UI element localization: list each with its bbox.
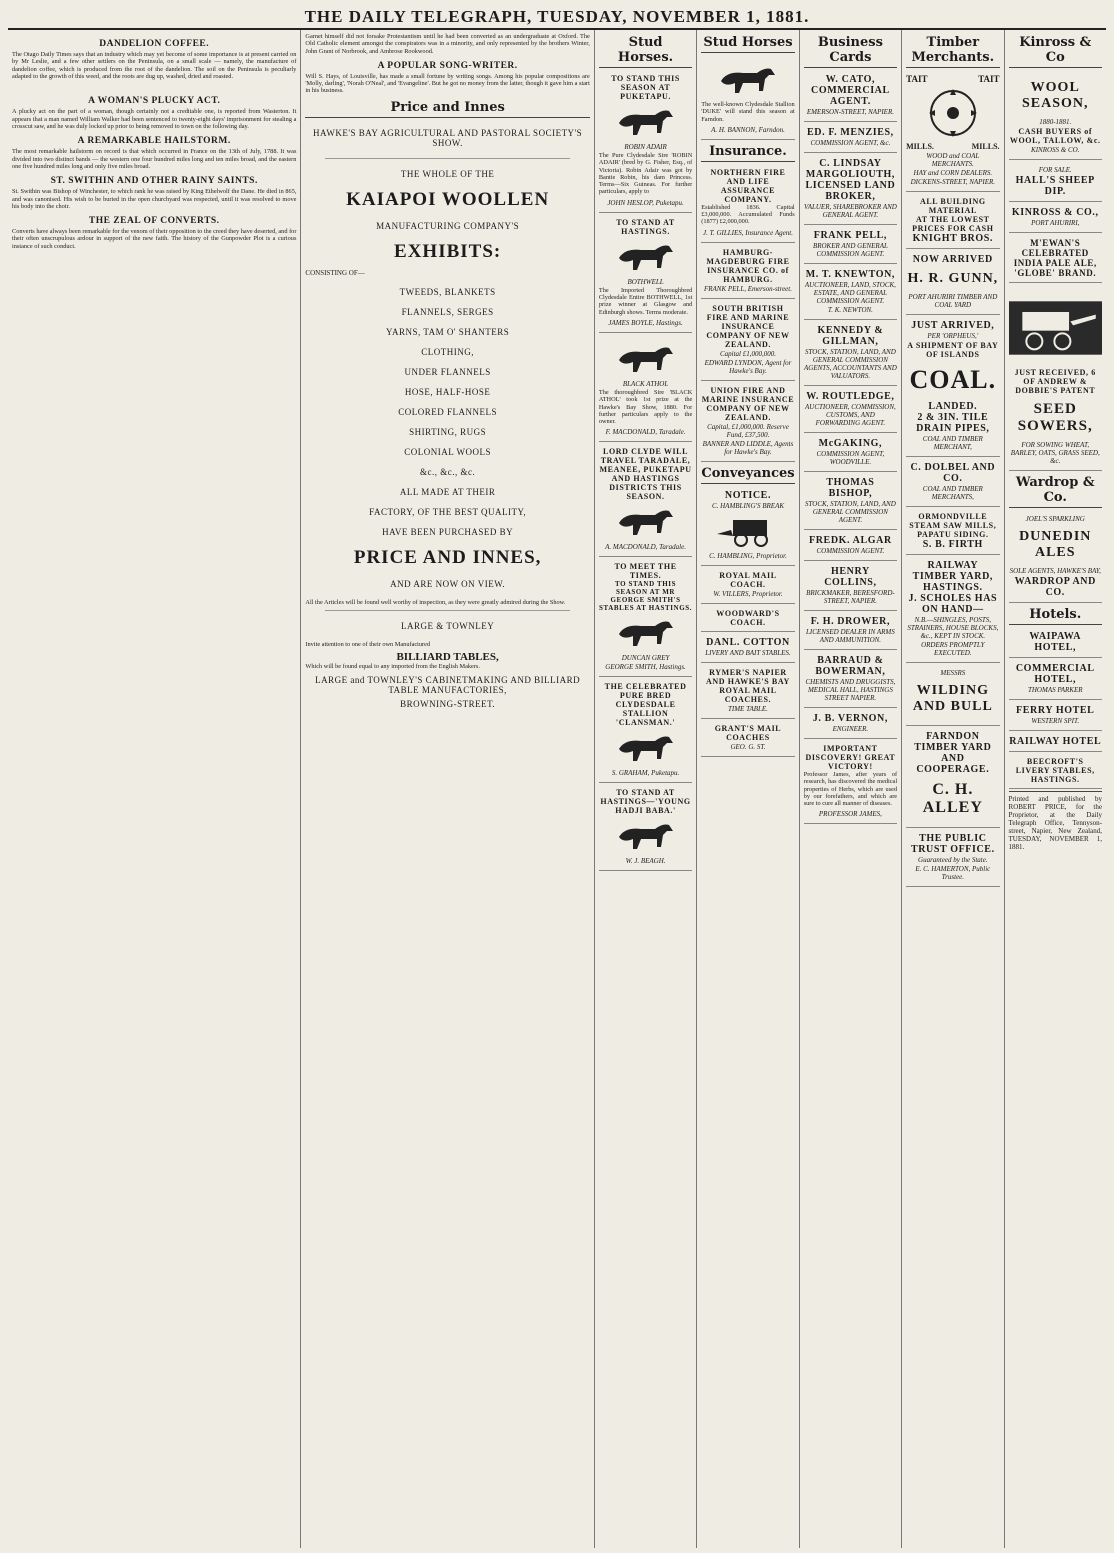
exhibit-item: &c., &c., &c. [420, 466, 476, 477]
timber-ad [906, 317, 999, 457]
merchant-ad [1009, 235, 1102, 283]
mills-left: MILLS. [906, 142, 934, 151]
ad-headline: TO STAND AT HASTINGS—'YOUNG HADJI BABA.' [600, 788, 691, 816]
ad-line: CASH BUYERS of WOOL, TALLOW, &c. [1009, 127, 1101, 145]
ad-headline: H. R. GUNN, [907, 271, 999, 286]
ad-line: AT THE LOWEST PRICES FOR CASH [912, 215, 994, 233]
ad-text: Established 1836. Capital £3,000,000. Accumulated Funds (1877) £2,000,000. [701, 203, 795, 226]
ad-line: N.B.—SHINGLES, POSTS, STRAINERS, HOUSE BLOCKS, &c., KEPT IN STOCK. [907, 616, 999, 640]
ad-line: SOLE AGENTS, HAWKE'S BAY, [1009, 567, 1101, 575]
timber-ad [906, 557, 999, 663]
ad-line: Guaranteed by the State. [918, 856, 988, 864]
horse-icon [611, 103, 681, 141]
ad-line: A SHIPMENT OF BAY OF ISLANDS [907, 341, 999, 359]
ad-signature: A. MACDONALD, Taradale. [605, 543, 686, 552]
stud-ad [599, 679, 692, 783]
card-text: Professor James, after years of research, has discovered the medical properties of Herbs, which are used by our forefathers, and which are sure to cure all manner of diseases. [803, 771, 898, 808]
card-sub: AUCTIONEER, LAND, STOCK, ESTATE, AND GENERAL COMMISSION AGENT. [804, 281, 896, 305]
horse-icon [611, 729, 681, 767]
ad-headline: COMMERCIAL HOTEL, [1015, 663, 1095, 685]
ad-line: 1880-1881. [1039, 118, 1072, 126]
ad-line: ALL BUILDING MATERIAL [919, 197, 986, 215]
ad-headline: GRANT'S MAIL COACHES [714, 723, 782, 742]
tait-left: TAIT [906, 74, 928, 84]
ad-headline: HALL'S SHEEP DIP. [1015, 175, 1095, 197]
imprint: Printed and published by ROBERT PRICE, for the Proprietor, at the Daily Telegraph Office, Tennyson-street, Napier, New Zealand, TUESDAY, NOVEMBER 1, 1881. [1009, 791, 1102, 851]
business-card [804, 741, 897, 824]
merchant-ad [1009, 285, 1102, 471]
horse-icon [713, 61, 783, 99]
timber-ad [906, 728, 999, 828]
ad-headline: M'EWAN'S CELEBRATED INDIA PALE ALE, 'GLOBE' BRAND. [1013, 238, 1097, 278]
card-title: HENRY COLLINS, [824, 566, 877, 588]
business-card [804, 563, 897, 611]
ad-line: COAL AND TIMBER MERCHANTS, [922, 485, 983, 501]
divider [325, 610, 569, 611]
card-sub: LICENSED DEALER IN ARMS AND AMMUNITION. [806, 628, 895, 644]
card-title: FRANK PELL, [813, 230, 888, 241]
conveyance-ad [701, 721, 794, 757]
business-card [804, 652, 897, 708]
ad-headline: WOODWARD'S COACH. [716, 608, 780, 627]
tait-right: TAIT [978, 74, 1000, 84]
card-sub: COMMISSION AGENT, &c. [810, 139, 891, 147]
stud-ad [599, 71, 692, 213]
merchant-ad [1009, 162, 1102, 202]
timber-ad [906, 459, 999, 507]
section-header: Stud Horses [701, 33, 794, 53]
ad-headline: TO STAND AT HASTINGS. [616, 217, 675, 236]
ad-signature: J. T. GILLIES, Insurance Agent. [702, 228, 793, 237]
ad-line: C. HAMBLING'S BREAK [711, 501, 785, 510]
ad-headline: ROYAL MAIL COACH. [719, 570, 777, 589]
ad-headline: JUST ARRIVED, [911, 320, 995, 331]
ad-signature: GEORGE SMITH, Hastings. [605, 663, 686, 672]
ad-headline: UNION FIRE AND MARINE INSURANCE COMPANY OF NEW ZEALAND. [701, 385, 795, 422]
card-sub: AUCTIONEER, COMMISSION, CUSTOMS, AND FORWARDING AGENT. [804, 403, 896, 427]
ad-signature: JAMES BOYLE, Hastings. [608, 318, 683, 327]
ad-headline: TO MEET THE TIMES. [614, 562, 677, 581]
ad-headline: SOUTH BRITISH FIRE AND MARINE INSURANCE COMPANY OF NEW ZEALAND. [706, 303, 790, 349]
card-sub: COMMISSION AGENT, WOODVILLE. [816, 450, 885, 466]
ad-headline: KNIGHT BROS. [912, 233, 993, 244]
ad-headline: KAIAPOI WOOLLEN [346, 188, 550, 210]
business-card [804, 266, 897, 320]
business-card [804, 613, 897, 650]
card-title: ED. F. MENZIES, [807, 127, 894, 138]
ad-text: Which will be found equal to any imported from the English Makers. [305, 663, 480, 671]
conveyance-ad [701, 634, 794, 663]
merchant-ad [1009, 71, 1102, 160]
column-1 [8, 30, 301, 1548]
section-header: Hotels. [1009, 605, 1102, 625]
card-title: FREDK. ALGAR [809, 535, 892, 546]
ad-line: TIME TABLE. [728, 704, 768, 713]
ad-line: LARGE and TOWNLEY'S CABINETMAKING AND BILLIARD TABLE MANUFACTORIES, [315, 674, 581, 695]
hotel-ad [1009, 733, 1102, 752]
business-card [804, 474, 897, 530]
ad-headline: WOOL SEASON, [1021, 80, 1089, 111]
ad-line: FACTORY, OF THE BEST QUALITY, [369, 506, 527, 517]
ad-headline: NOTICE. [724, 489, 772, 501]
ad-line: THE WHOLE OF THE [400, 168, 495, 179]
card-title: C. LINDSAY MARGOLIOUTH, LICENSED LAND BROKER, [805, 158, 896, 202]
card-signature: PROFESSOR JAMES, [818, 810, 882, 819]
business-card [804, 124, 897, 153]
ad-line: COAL AND TIMBER MERCHANT, [922, 435, 983, 451]
ad-line: AND ARE NOW ON VIEW. [390, 578, 506, 589]
card-sub: COMMISSION AGENT. [816, 547, 885, 555]
section-header: Conveyances [701, 464, 794, 484]
ad-line: THOMAS PARKER [1027, 686, 1083, 694]
ad-line: FOR SALE. [1038, 166, 1072, 174]
horse-name: DUNCAN GREY [621, 654, 670, 663]
card-signature: T. K. NEWTON. [827, 306, 873, 314]
card-sub: STOCK, STATION, LAND, AND GENERAL COMMISSION AGENTS, ACCOUNTANTS AND VALUATORS. [804, 348, 897, 380]
hotel-ad [1009, 660, 1102, 700]
card-title: J. B. VERNON, [812, 713, 888, 724]
ad-headline: WAIPAWA HOTEL, [1029, 631, 1082, 653]
ad-headline: THE PUBLIC TRUST OFFICE. [910, 833, 995, 855]
article-title: DANDELION COFFEE. [99, 39, 210, 49]
conveyance-ad [701, 568, 794, 604]
ad-headline: LORD CLYDE WILL TRAVEL TARADALE, MEANEE, PUKETAPU AND HASTINGS DISTRICTS THIS SEASON. [599, 447, 692, 502]
hotel-ad [1009, 628, 1102, 658]
ad-line: PORT AHURIRI TIMBER AND COAL YARD [908, 293, 998, 309]
ad-line: FOR SOWING WHEAT, BARLEY, OATS, GRASS SEED, &c. [1010, 441, 1100, 465]
ad-line: WESTERN SPIT. [1031, 717, 1080, 725]
ad-line: MESSRS [940, 669, 966, 677]
ad-headline: TO STAND THIS SEASON AT PUKETAPU. [611, 74, 680, 101]
ad-signature: W. J. BEAGH. [625, 857, 666, 866]
insurance-ad [701, 245, 794, 299]
stud-ad [599, 559, 692, 677]
ad-line: Capital £1,000,000. [719, 349, 776, 358]
conveyance-ad [701, 665, 794, 719]
ad-text: All the Articles will be found well worthy of inspection, as they were greatly admired during the Show. [305, 598, 566, 606]
ad-signature: GEO. G. ST. [730, 742, 766, 751]
ad-line: Capital, £1,000,000. Reserve Fund, £37,500. [707, 422, 789, 439]
card-sub: BRICKMAKER, BERESFORD-STREET, NAPIER. [806, 589, 895, 605]
ad-headline: DANL. COTTON [706, 636, 790, 648]
card-title: F. H. DROWER, [810, 616, 891, 627]
ad-line: HAY and CORN DEALERS. [913, 169, 993, 177]
ad-text: The Imported Thoroughbred Clydesdale Entire BOTHWELL, 1st prize winner at Glasgow and Edinburgh shows. Terms moderate. [598, 286, 693, 316]
horse-icon [611, 614, 681, 652]
article-title: THE ZEAL OF CONVERTS. [88, 216, 220, 227]
ad-headline: PRICE AND INNES, [353, 546, 542, 568]
card-sub: BROKER AND GENERAL COMMISSION AGENT. [812, 242, 888, 258]
card-title: IMPORTANT DISCOVERY! GREAT VICTORY! [805, 744, 896, 771]
stud-ad [599, 444, 692, 557]
ad-headline: RAILWAY TIMBER YARD, HASTINGS. [912, 560, 993, 593]
stud-ad [599, 215, 692, 333]
hotel-ad [1009, 702, 1102, 731]
ad-signature: S. GRAHAM, Puketapu. [611, 769, 680, 778]
ad-headline: WARDROP AND CO. [1014, 576, 1096, 598]
ad-signature: BANNER AND LIDDLE, Agents for Hawke's Bay. [702, 439, 794, 456]
ad-headline: C. H. ALLEY [922, 781, 983, 816]
article-text: St. Swithin was Bishop of Winchester, to which rank he was raised by King Ethelwolf the Dane. He died in 865, and was canonised. His wish to be buried in the open churchyard was respected, until it was resolved to move his body into the choir. [12, 188, 297, 210]
ad-line: WOOD and COAL MERCHANTS. [926, 152, 980, 168]
exhibit-item: COLORED FLANNELS [398, 406, 498, 417]
column-7 [1005, 30, 1106, 1548]
mills-right: MILLS. [971, 142, 1000, 151]
ad-headline: DUNEDIN ALES [1019, 529, 1092, 560]
exhibit-item: FLANNELS, SERGES [401, 306, 494, 317]
article-text: Garnet himself did not forsake Protestantism until he had been converted as an undergraduate at Oxford. The Old Catholic element amongst the conspirators was in a minority, and only represented by the brothers Winter, John Grant of Norbrook, and Ambrose Rookwood. [305, 33, 590, 55]
horse-icon [611, 503, 681, 541]
ad-headline: THE CELEBRATED PURE BRED CLYDESDALE STALLION 'CLANSMAN.' [604, 682, 687, 728]
article-title: ST. SWITHIN AND OTHER RAINY SAINTS. [50, 176, 258, 187]
card-sub: EMERSON-STREET, NAPIER. [806, 108, 894, 116]
section-header: Wardrop & Co. [1009, 473, 1102, 508]
ad-signature: JOHN HESLOP, Puketapu. [607, 198, 684, 207]
business-card [804, 435, 897, 472]
merchant-ad [1009, 511, 1102, 603]
article-title: A POPULAR SONG-WRITER. [377, 60, 518, 71]
timber-ad [906, 71, 999, 192]
ad-signature: F. MACDONALD, Taradale. [605, 428, 686, 437]
ad-line: HAVE BEEN PURCHASED BY [382, 526, 514, 537]
conveyance-ad [701, 487, 794, 566]
exhibit-item: CLOTHING, [421, 346, 474, 357]
ad-headline: RAILWAY HOTEL [1009, 736, 1102, 747]
article-text: The most remarkable hailstorm on record is that which occurred in France on the 13th of July, 1788. It was divided into two distinct bands — the western one four hundred miles long and ten miles broad, and the eastern one five hundred miles long and only five miles broad. [12, 148, 297, 170]
section-header: Kinross & Co [1009, 33, 1102, 68]
business-card [804, 71, 897, 122]
ad-signature: KINROSS & CO. [1031, 146, 1080, 154]
ad-headline: NOW ARRIVED [912, 254, 993, 265]
section-header: Price and Innes [305, 98, 589, 118]
divider [325, 158, 569, 159]
card-sub: VALUER, SHAREBROKER AND GENERAL AGENT. [803, 203, 897, 219]
ad-signature: EDWARD LYNDON, Agent for Hawke's Bay. [704, 358, 792, 375]
ad-headline: KINROSS & CO., [1011, 207, 1099, 218]
insurance-ad [701, 301, 794, 381]
card-title: BARRAUD & BOWERMAN, [815, 655, 886, 677]
ad-headline: HAMBURG-MAGDEBURG FIRE INSURANCE CO. of HAMBURG. [706, 247, 790, 284]
ad-line: MANUFACTURING COMPANY'S [376, 220, 520, 231]
ad-headline: FERRY HOTEL [1016, 705, 1095, 716]
ad-headline: S. B. FIRTH [922, 539, 983, 550]
horse-icon [611, 340, 681, 378]
ad-text: Invite attention to one of their own Manufactured [305, 641, 431, 649]
insurance-ad [701, 165, 794, 243]
stud-ad [599, 785, 692, 871]
ad-text: The thoroughbred Sire 'BLACK ATHOL' took 1st prize at the Hawke's Bay Show, 1880. For further particulars apply to the owner. [598, 388, 693, 426]
article-title: A WOMAN'S PLUCKY ACT. [88, 96, 221, 107]
ad-headline: EXHIBITS: [394, 240, 502, 262]
card-title: KENNEDY & GILLMAN, [817, 325, 884, 347]
article-text: Converts have always been remarkable for the venom of their opposition to the creed they have deserted, and for their often unscrupulous ardour in support of the new faith. The history of the Gunpowder Plot is a curious instance of such conduct. [12, 228, 297, 250]
column-5 [800, 30, 902, 1548]
stud-ad [599, 335, 692, 442]
ad-headline: ORMONDVILLE STEAM SAW MILLS, PAPATU SIDING. [909, 512, 997, 539]
timber-ad [906, 509, 999, 555]
ad-headline: LANDED. [928, 401, 978, 412]
masthead: THE DAILY TELEGRAPH, TUESDAY, NOVEMBER 1, 1881. [8, 6, 1106, 30]
ad-signature: C. HAMBLING, Proprietor. [709, 551, 787, 560]
ad-headline: BILLIARD TABLES, [396, 651, 499, 664]
ad-headline: FARNDON TIMBER YARD AND COOPERAGE. [914, 731, 992, 775]
section-header: Insurance. [701, 142, 794, 162]
article-filler [12, 83, 296, 90]
horse-icon [611, 238, 681, 276]
card-sub: CHEMISTS AND DRUGGISTS, MEDICAL HALL, HASTINGS STREET NAPIER. [805, 678, 896, 702]
ad-headline: WILDING AND BULL [912, 683, 993, 714]
column-6 [902, 30, 1004, 1548]
business-card [804, 388, 897, 433]
exhibit-item: YARNS, TAM O' SHANTERS [386, 326, 510, 337]
stud-ad [701, 56, 794, 140]
ad-line: PER 'ORPHEUS,' [927, 332, 979, 340]
ad-line: JOEL'S SPARKLING [1025, 515, 1085, 523]
hotel-ad [1009, 754, 1102, 789]
business-card [804, 322, 897, 386]
ad-headline: BEECROFT'S LIVERY STABLES, HASTINGS. [1015, 757, 1095, 784]
horse-name: BOTHWELL [627, 277, 664, 286]
section-header: Stud Horses. [599, 33, 692, 68]
ad-line: LARGE & TOWNLEY [401, 621, 495, 632]
timber-ad [906, 194, 999, 249]
card-sub: ENGINEER. [832, 725, 869, 733]
conveyance-ad [701, 606, 794, 632]
article-text: The Otago Daily Times says that an industry which may yet become of some importance is at present carried on by Mr Leslie, and a few other settlers on the Peninsula, on a small scale — namely, the manufacture of dandelion coffee, which is produced from the root of the dandelion. The soil on the Peninsula is peculiarly adapted to the growth of this weed, and the roots are dug up, washed, dried and roasted. [12, 51, 297, 80]
article-title: A REMARKABLE HAILSTORM. [77, 136, 231, 147]
ad-line: ORDERS PROMPTLY EXECUTED. [921, 641, 985, 657]
card-title: THOMAS BISHOP, [826, 477, 875, 499]
business-card [804, 155, 897, 225]
ad-signature: E. C. HAMERTON, Public Trustee. [915, 865, 991, 881]
exhibit-item: TWEEDS, BLANKETS [399, 286, 496, 297]
ad-text: The well-known Clydesdale Stallion 'DUKE' will stand this season at Farndon. [701, 101, 795, 123]
coach-icon [713, 512, 783, 550]
business-card [804, 532, 897, 561]
columns [8, 30, 1106, 1548]
section-header: Timber Merchants. [906, 33, 999, 68]
ad-signature: A. H. BANNON, Farndon. [711, 125, 785, 134]
card-title: McGAKING, [818, 438, 883, 449]
ad-headline: J. SCHOLES HAS ON HAND— [908, 593, 998, 615]
ad-headline: RYMER'S NAPIER AND HAWKE'S BAY ROYAL MAIL COACHES. [706, 667, 790, 704]
ad-line: CONSISTING OF— [305, 268, 365, 277]
ad-line: PORT AHURIRI, [1031, 219, 1080, 227]
ad-signature: W. VILLERS, Proprietor. [713, 589, 783, 598]
ad-line: BROWNING-STREET. [400, 698, 496, 709]
column-3 [595, 30, 697, 1548]
ad-line: DICKENS-STREET, NAPIER. [910, 178, 996, 186]
ad-headline: JUST RECEIVED, 6 OF ANDREW & DOBBIE'S PATENT [1014, 368, 1096, 395]
ad-headline: COAL. [909, 365, 997, 394]
ad-headline: SEED SOWERS, [1017, 401, 1093, 434]
timber-ad [906, 251, 999, 315]
card-title: W. ROUTLEDGE, [806, 391, 895, 402]
section-header: Business Cards [804, 33, 897, 68]
ad-line: LIVERY AND BAIT STABLES. [705, 648, 791, 657]
article-text: A plucky act on the part of a woman, though certainly not a creditable one, is reported from Wasterton. It appears that a man named William Walker had been sentenced to twenty-eight days' imprisonment for stealing a crosscut saw, and he was duly locked up prior to being removed to town on the following day. [12, 108, 297, 131]
exhibit-item: SHIRTING, RUGS [409, 426, 487, 437]
ad-line: ALL MADE AT THEIR [399, 486, 496, 497]
horse-name: BLACK ATHOL [622, 379, 669, 388]
ad-subheadline: TO STAND THIS SEASON AT MR GEORGE SMITH'S STABLES AT HASTINGS. [598, 580, 693, 613]
ad-headline: C. DOLBEL AND CO. [910, 462, 996, 484]
ad-headline: 2 & 3IN. TILE DRAIN PIPES, [916, 412, 990, 434]
business-card [804, 710, 897, 739]
business-card [804, 227, 897, 264]
ad-text: The Pure Clydesdale Sire 'ROBIN ADAIR' (bred by G. Fisher, Esq., of Victoria). Robin Adair was got by Bantie Robin, his dam Princess. Terms—Six Guineas. For further particulars, apply to [598, 152, 693, 196]
article-text: Will S. Hays, of Louisville, has made a small fortune by writing songs. Among his popular compositions are 'Molly, darling', 'Norah O'Neal', and 'Evangeline'. But he got no money from the latter, though it gave him a start in his business. [305, 72, 590, 95]
timber-ad [906, 665, 999, 726]
timber-ad [906, 830, 999, 887]
ad-line: HAWKE'S BAY AGRICULTURAL AND PASTORAL SOCIETY'S SHOW. [313, 127, 583, 148]
horse-icon [611, 817, 681, 855]
exhibit-item: COLONIAL WOOLS [404, 446, 491, 457]
insurance-ad [701, 383, 794, 462]
ad-headline: NORTHERN FIRE AND LIFE ASSURANCE COMPANY. [710, 167, 786, 204]
card-title: M. T. KNEWTON, [805, 269, 896, 280]
card-sub: STOCK, STATION, LAND, AND GENERAL COMMISSION AGENT. [805, 500, 896, 524]
sawblade-logo-icon [916, 86, 990, 140]
column-2 [301, 30, 594, 1548]
exhibit-item: UNDER FLANNELS [404, 366, 491, 377]
merchant-ad [1009, 204, 1102, 233]
ad-signature: FRANK PELL, Emerson-street. [703, 284, 792, 293]
seed-sower-illustration-icon [1009, 288, 1102, 368]
horse-name: ROBIN ADAIR [624, 143, 667, 151]
column-4 [697, 30, 799, 1548]
card-title: W. CATO, COMMERCIAL AGENT. [811, 74, 890, 107]
exhibit-item: HOSE, HALF-HOSE [404, 386, 491, 397]
